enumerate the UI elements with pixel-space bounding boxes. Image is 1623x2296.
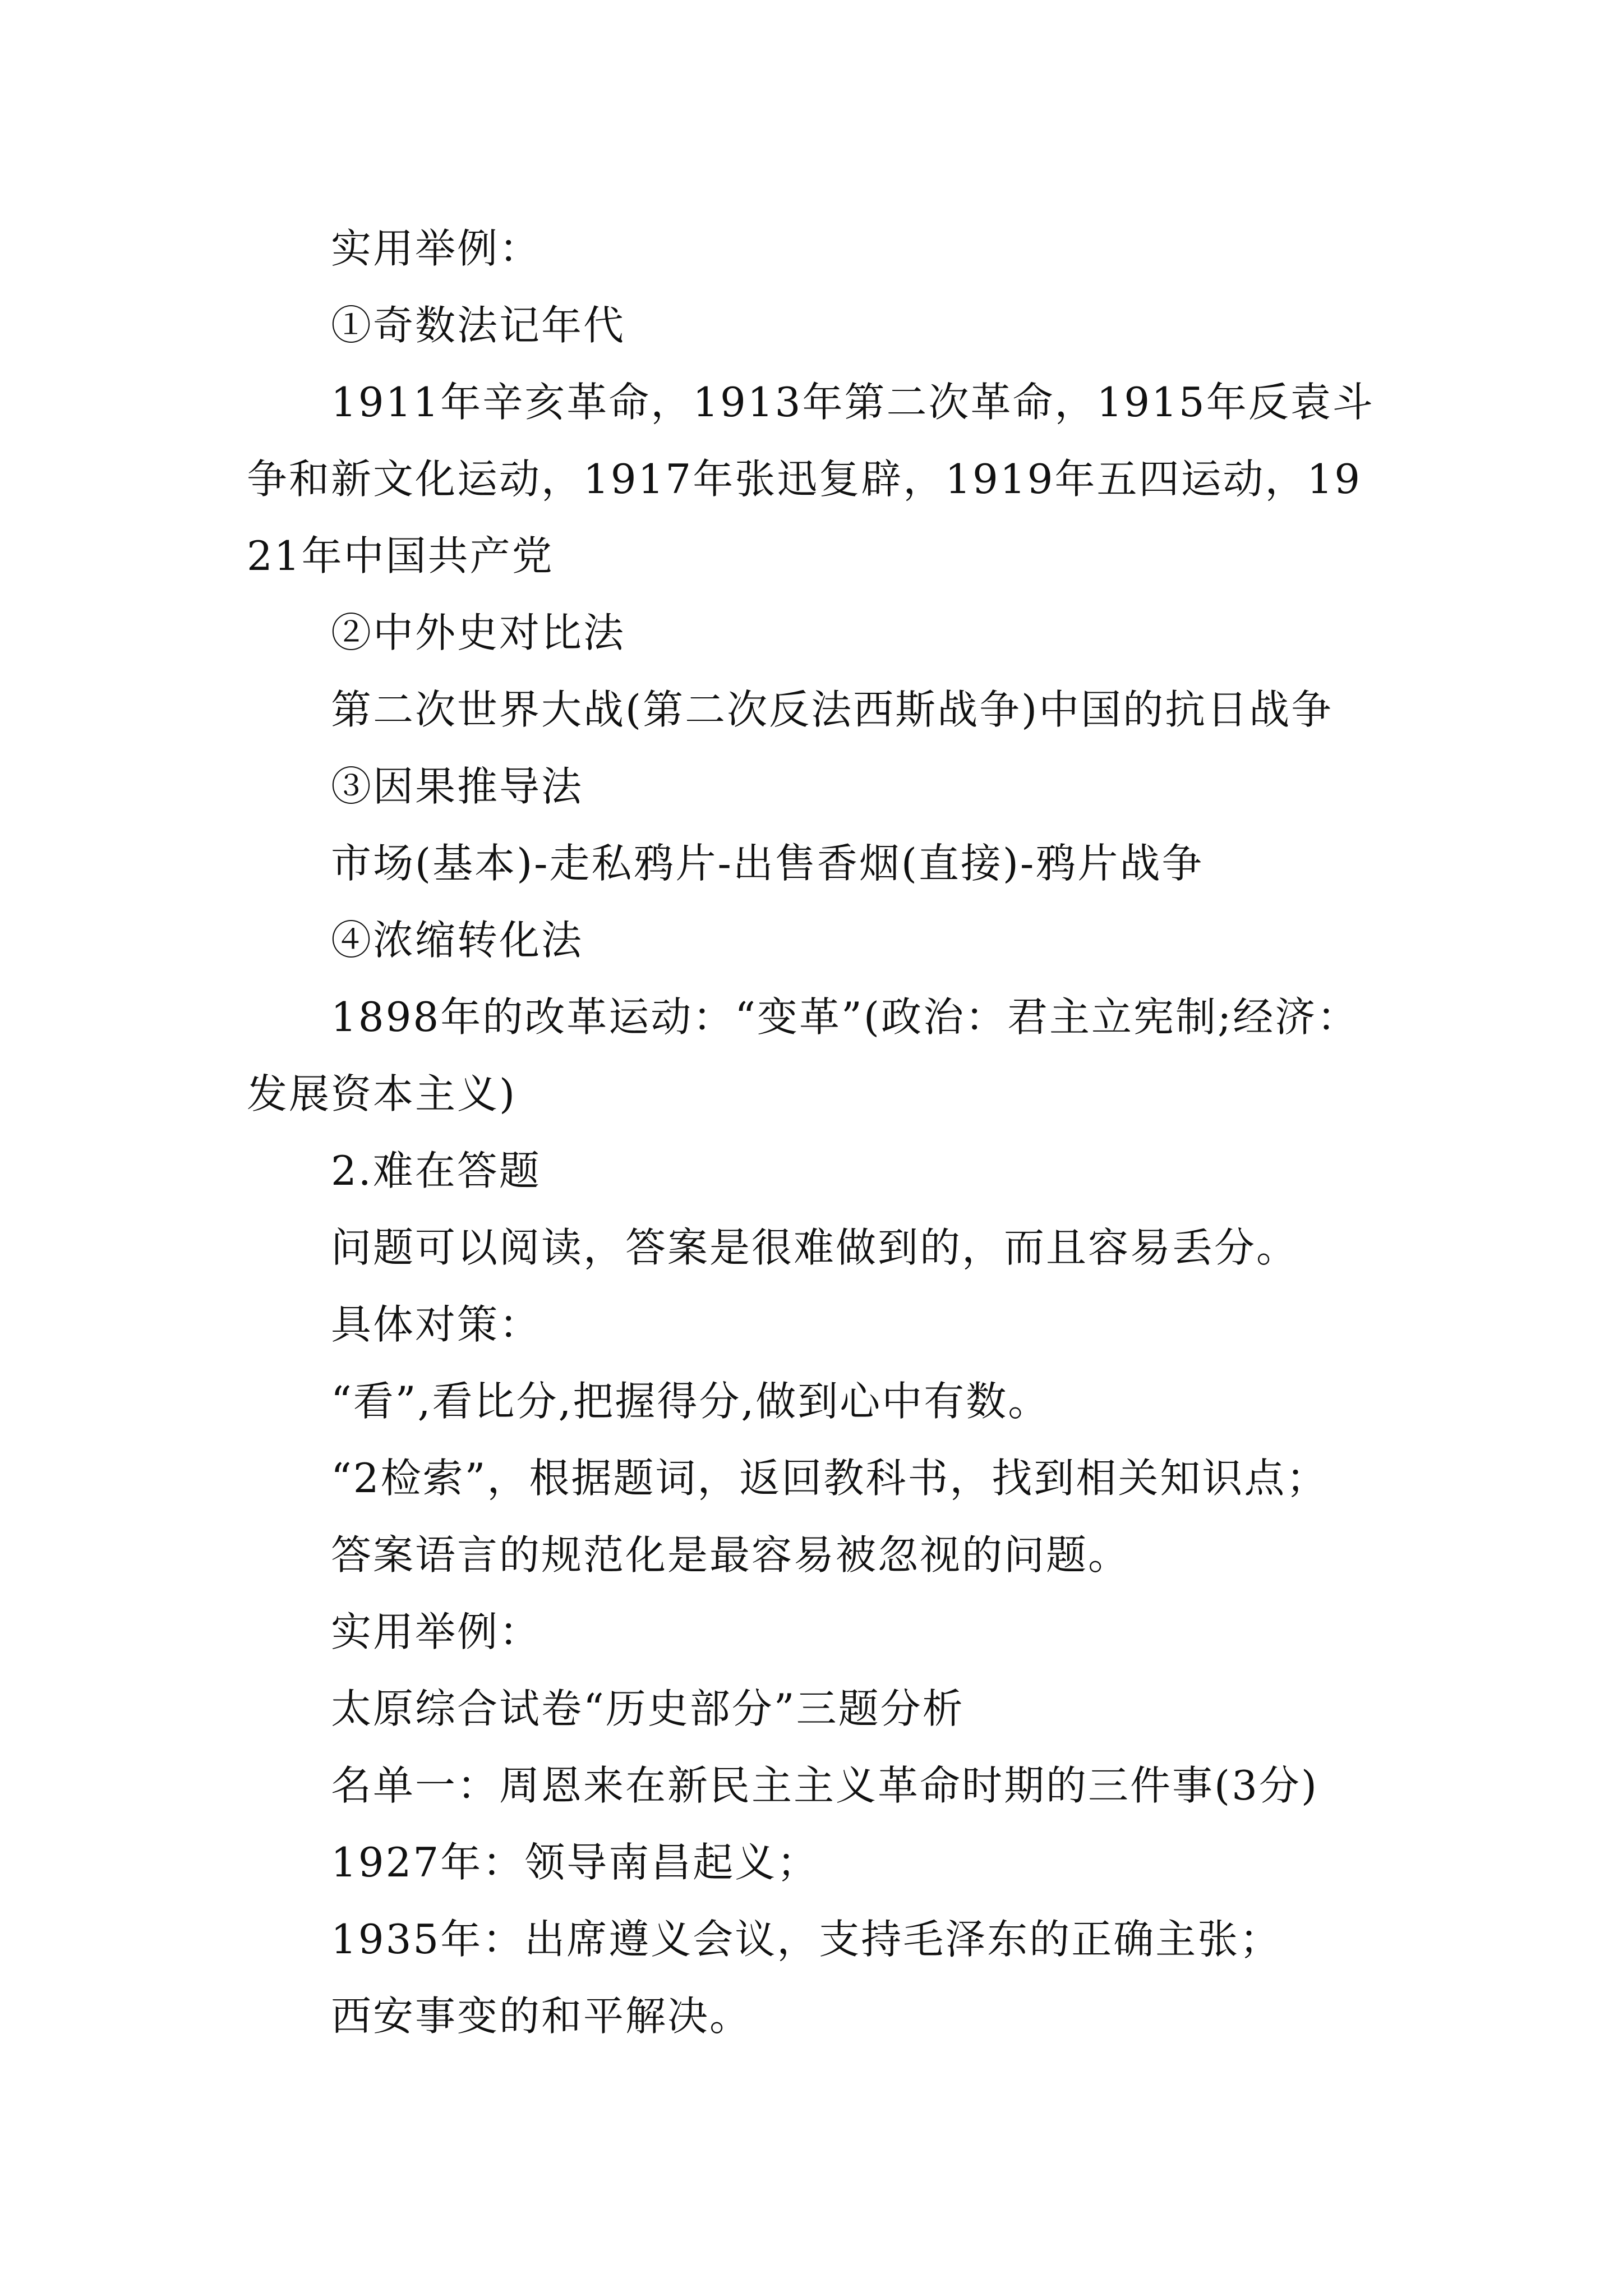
paragraph-year-list: 1911年辛亥革命，1913年第二次革命，1915年反袁斗争和新文化运动，1917年张迅复辟，1919年五四运动，1921年中国共产党 [247,379,1375,579]
paragraph-answer-language: 答案语言的规范化是最容易被忽视的问题。 [331,1531,1131,1579]
paragraph-reform-example: 1898年的改革运动：“变革”(政治：君主立宪制;经济：发展资本主义) [247,993,1359,1117]
paragraph-condensing-method: ④浓缩转化法 [331,917,584,964]
paragraph-xian-incident: 西安事变的和平解决。 [331,1993,752,2040]
paragraph-comparison-method: ②中外史对比法 [331,609,626,656]
paragraph-difficulty-note: 问题可以阅读，答案是很难做到的，而且容易丢分。 [331,1224,1299,1271]
paragraph-example-heading: 实用举例： [331,225,542,272]
paragraph-example-heading-2: 实用举例： [331,1608,542,1655]
paragraph-strategy-heading: 具体对策： [331,1301,542,1348]
paragraph-odd-number-method: ①奇数法记年代 [331,302,626,349]
paragraph-1927: 1927年：领导南昌起义； [331,1839,819,1886]
paragraph-list-one: 名单一：周恩来在新民主主义革命时期的三件事(3分) [331,1762,1318,1809]
paragraph-opium-example: 市场(基本)-走私鸦片-出售香烟(直接)-鸦片战争 [331,840,1204,887]
paragraph-strategy-search: “2检索”，根据题词，返回教科书，找到相关知识点； [331,1455,1329,1502]
paragraph-taiyuan-analysis: 太原综合试卷“历史部分”三题分析 [331,1685,965,1732]
paragraph-strategy-look: “看”,看比分,把握得分,做到心中有数。 [331,1378,1050,1425]
paragraph-1935: 1935年：出席遵义会议，支持毛泽东的正确主张； [331,1916,1282,1963]
document-body [247,210,1380,2055]
paragraph-ww2-example: 第二次世界大战(第二次反法西斯战争)中国的抗日战争 [331,686,1334,733]
paragraph-cause-effect-method: ③因果推导法 [331,763,584,810]
paragraph-section-heading: 2.难在答题 [331,1147,541,1194]
